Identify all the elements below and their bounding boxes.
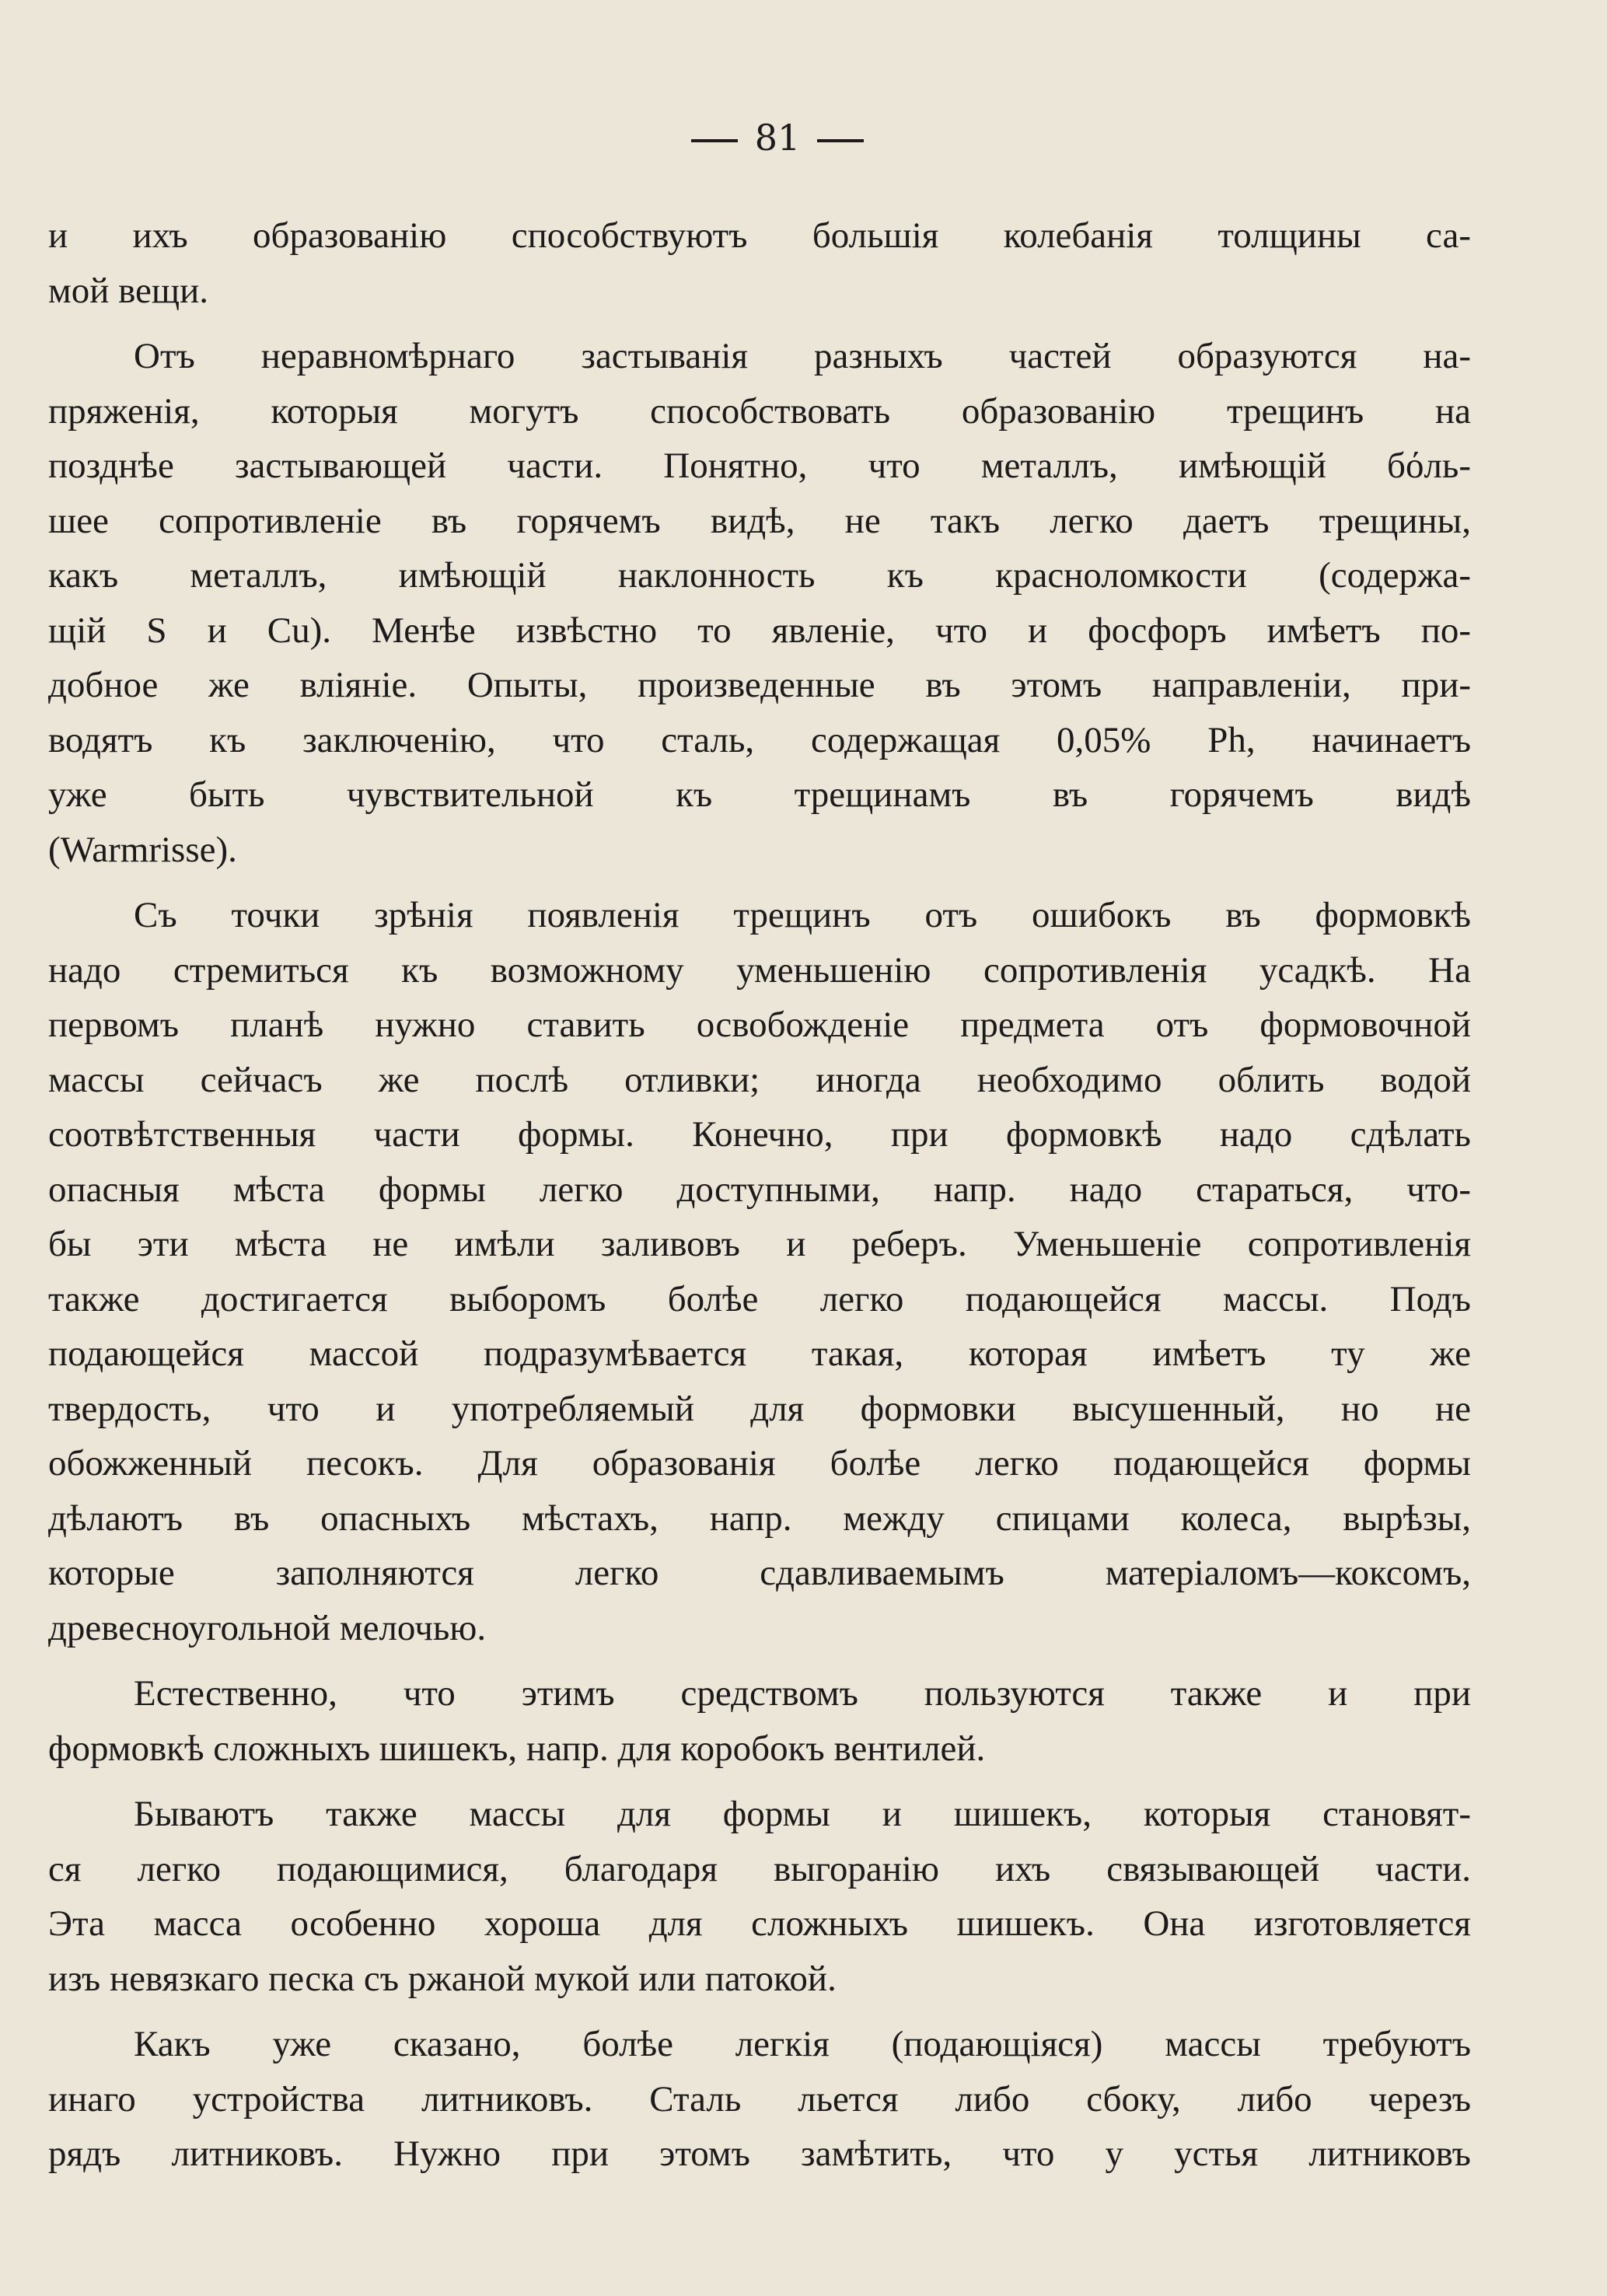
text-line: надо стремиться къ возможному уменьшенію сопротивленія усадкѣ. На bbox=[48, 949, 1471, 991]
text-line: какъ металлъ, имѣющій наклонность къ красноломкости (содержа- bbox=[48, 555, 1471, 596]
text-line: добное же вліяніе. Опыты, произведенные въ этомъ направленіи, при- bbox=[48, 665, 1471, 705]
text-line: также достигается выборомъ болѣе легко подающейся массы. Подъ bbox=[48, 1278, 1471, 1319]
text-line: пряженія, которыя могутъ способствовать образованію трещинъ на bbox=[48, 390, 1471, 432]
text-line: Эта масса особенно хороша для сложныхъ шишекъ. Она изготовляется bbox=[48, 1903, 1471, 1944]
page-number-value: 81 bbox=[754, 117, 801, 159]
text-line: твердость, что и употребляемый для формовки высушенный, но не bbox=[48, 1388, 1471, 1429]
text-line: (Warmrisse). bbox=[48, 829, 237, 870]
text-line: дѣлаютъ въ опасныхъ мѣстахъ, напр. между спицами колеса, вырѣзы, bbox=[48, 1497, 1471, 1539]
paragraph bbox=[48, 1666, 1471, 1776]
text-line: рядъ литниковъ. Нужно при этомъ замѣтить, что у устья литниковъ bbox=[48, 2133, 1471, 2174]
text-line: опасныя мѣста формы легко доступными, напр. надо стараться, что- bbox=[48, 1169, 1471, 1210]
text-line: древесноугольной мелочью. bbox=[48, 1607, 487, 1648]
text-line: мой вещи. bbox=[48, 270, 209, 311]
page-number bbox=[0, 117, 1555, 159]
text-line: обожженный песокъ. Для образованія болѣе легко подающейся формы bbox=[48, 1443, 1471, 1483]
dash-right bbox=[817, 139, 864, 142]
text-line: формовкѣ сложныхъ шишекъ, напр. для коробокъ вентилей. bbox=[48, 1728, 986, 1769]
paragraph bbox=[48, 2017, 1471, 2182]
text-line: соотвѣтственныя части формы. Конечно, при формовкѣ надо сдѣлать bbox=[48, 1114, 1471, 1155]
paragraph bbox=[48, 888, 1471, 1655]
text-line: водятъ къ заключенію, что сталь, содержащая 0,05% Ph, начинаетъ bbox=[48, 719, 1471, 760]
text-line: Бываютъ также массы для формы и шишекъ, которыя становят- bbox=[134, 1794, 1471, 1834]
text-line: Какъ уже сказано, болѣе легкія (подающіяся) массы требуютъ bbox=[134, 2024, 1471, 2064]
text-line: которые заполняются легко сдавливаемымъ матеріаломъ—коксомъ, bbox=[48, 1553, 1471, 1593]
text-line: подающейся массой подразумѣвается такая, которая имѣетъ ту же bbox=[48, 1333, 1471, 1374]
paragraph bbox=[48, 208, 1471, 318]
paragraph bbox=[48, 329, 1471, 877]
text-line: изъ невязкаго песка съ ржаной мукой или патокой. bbox=[48, 1958, 837, 1999]
text-line: инаго устройства литниковъ. Сталь льется либо сбоку, либо черезъ bbox=[48, 2078, 1471, 2120]
text-line: шее сопротивленіе въ горячемъ видѣ, не такъ легко даетъ трещины, bbox=[48, 500, 1471, 541]
text-line: Съ точки зрѣнія появленія трещинъ отъ ошибокъ въ формовкѣ bbox=[134, 895, 1471, 935]
text-line: бы эти мѣста не имѣли заливовъ и реберъ. Уменьшеніе сопротивленія bbox=[48, 1224, 1471, 1264]
paragraph bbox=[48, 1787, 1471, 2006]
text-line: щій S и Cu). Менѣе извѣстно то явленіе, что и фосфоръ имѣетъ по- bbox=[48, 610, 1471, 651]
text-line: Естественно, что этимъ средствомъ пользуются также и при bbox=[134, 1673, 1471, 1714]
text-line: позднѣе застывающей части. Понятно, что металлъ, имѣющій бόль- bbox=[48, 446, 1471, 486]
text-line: и ихъ образованію способствуютъ большія колебанія толщины са- bbox=[48, 215, 1471, 256]
text-line: первомъ планѣ нужно ставить освобожденіе предмета отъ формовочной bbox=[48, 1005, 1471, 1045]
text-line: массы сейчасъ же послѣ отливки; иногда необходимо облить водой bbox=[48, 1059, 1471, 1100]
text-line: ся легко подающимися, благодаря выгоранію ихъ связывающей части. bbox=[48, 1848, 1471, 1889]
text-line: Отъ неравномѣрнаго застыванія разныхъ частей образуются на- bbox=[134, 336, 1471, 376]
body-text bbox=[48, 208, 1471, 2182]
text-line: уже быть чувствительной къ трещинамъ въ горячемъ видѣ bbox=[48, 774, 1471, 815]
dash-left bbox=[691, 139, 738, 142]
